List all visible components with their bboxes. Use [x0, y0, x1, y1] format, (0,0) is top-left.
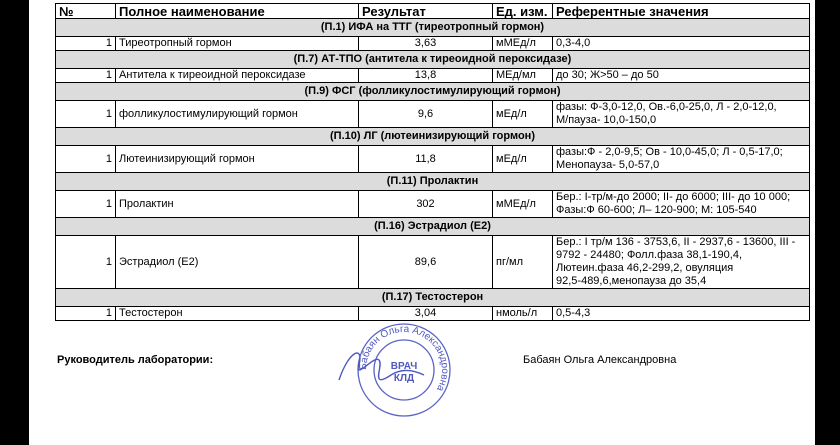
lab-head-label: Руководитель лаборатории:: [57, 354, 214, 366]
row-result: 3,63: [359, 37, 493, 51]
reference-line: Бер.: I-тр/м-до 2000; II- до 6000; III- до 10 000;: [556, 191, 791, 203]
row-number: 1: [56, 191, 116, 218]
row-unit: мЕд/л: [493, 146, 553, 173]
row-reference: [553, 37, 810, 51]
row-unit: МЕд/мл: [493, 69, 553, 83]
table-row: [56, 191, 810, 218]
section-row: [56, 19, 810, 37]
row-number: 1: [56, 236, 116, 289]
report-sheet: [29, 0, 815, 445]
row-reference: [553, 191, 810, 218]
row-number: 1: [56, 307, 116, 321]
reference-line: М/пауза- 10,0-150,0: [556, 114, 657, 126]
row-number: 1: [56, 101, 116, 128]
stamp-center-1: ВРАЧ: [390, 361, 418, 372]
table-row: [56, 69, 810, 83]
doctor-stamp: [329, 320, 479, 420]
header-unit: Ед. изм.: [493, 4, 553, 19]
section-title: (П.17) Тестостерон: [56, 289, 810, 307]
reference-line: Лютеин.фаза 46,2-299,2, овуляция: [556, 262, 734, 274]
row-result: 89,6: [359, 236, 493, 289]
reference-line: Бер.: I тр/м 136 - 3753,6, II - 2937,6 - 13600, III -: [556, 236, 796, 248]
table-row: [56, 307, 810, 321]
row-unit: мМЕд/л: [493, 37, 553, 51]
reference-line: фазы: Ф-3,0-12,0, Ов.-6,0-25,0, Л - 2,0-12,0,: [556, 101, 777, 113]
row-result: 3,04: [359, 307, 493, 321]
row-result: 9,6: [359, 101, 493, 128]
section-title: (П.16) Эстрадиол (Е2): [56, 218, 810, 236]
section-row: [56, 289, 810, 307]
section-row: [56, 218, 810, 236]
row-number: 1: [56, 37, 116, 51]
header-name: Полное наименование: [116, 4, 359, 19]
reference-line: 0,5-4,3: [556, 307, 591, 319]
table-row: [56, 101, 810, 128]
section-title: (П.1) ИФА на ТТГ (тиреотропный гормон): [56, 19, 810, 37]
row-reference: [553, 307, 810, 321]
section-row: [56, 173, 810, 191]
row-reference: [553, 146, 810, 173]
section-title: (П.11) Пролактин: [56, 173, 810, 191]
lab-results-table: [55, 3, 810, 321]
row-name: Антитела к тиреоидной пероксидазе: [116, 69, 359, 83]
lab-head-name: Бабаян Ольга Александровна: [523, 354, 677, 366]
section-title: (П.7) АТ-ТПО (антитела к тиреоидной пероксидазе): [56, 51, 810, 69]
row-unit: мМЕд/л: [493, 191, 553, 218]
row-name: Лютеинизирующий гормон: [116, 146, 359, 173]
reference-line: Фазы:Ф 60-600; Л– 120-900; М: 105-540: [556, 204, 757, 216]
header-ref: Референтные значения: [553, 4, 810, 19]
section-title: (П.10) ЛГ (лютеинизирующий гормон): [56, 128, 810, 146]
row-reference: [553, 69, 810, 83]
table-row: [56, 146, 810, 173]
row-result: 13,8: [359, 69, 493, 83]
row-reference: [553, 101, 810, 128]
row-result: 11,8: [359, 146, 493, 173]
row-number: 1: [56, 69, 116, 83]
header-num: №: [56, 4, 116, 19]
row-result: 302: [359, 191, 493, 218]
reference-line: Менопауза- 5,0-57,0: [556, 159, 660, 171]
row-reference: [553, 236, 810, 289]
row-unit: мЕд/л: [493, 101, 553, 128]
table-row: [56, 37, 810, 51]
reference-line: 9792 - 24480; Фолл.фаза 38,1-190,4,: [556, 249, 742, 261]
table-row: [56, 236, 810, 289]
reference-line: 0,3-4,0: [556, 37, 591, 49]
section-title: (П.9) ФСГ (фолликулостимулирующий гормон): [56, 83, 810, 101]
stamp-ring-text: Бабаян Ольга Александровна: [357, 323, 451, 393]
stamp-center-2: КЛД: [393, 373, 415, 384]
row-name: Пролактин: [116, 191, 359, 218]
table-header-row: [56, 4, 810, 19]
row-name: Тиреотропный гормон: [116, 37, 359, 51]
section-row: [56, 51, 810, 69]
row-name: Тестостерон: [116, 307, 359, 321]
section-row: [56, 128, 810, 146]
row-unit: пг/мл: [493, 236, 553, 289]
header-result: Результат: [359, 4, 493, 19]
section-row: [56, 83, 810, 101]
row-unit: нмоль/л: [493, 307, 553, 321]
row-name: Эстрадиол (Е2): [116, 236, 359, 289]
reference-line: до 30; Ж>50 – до 50: [556, 69, 659, 81]
reference-line: фазы:Ф - 2,0-9,5; Ов - 10,0-45,0; Л - 0,5-17,0;: [556, 146, 783, 158]
reference-line: 92,5-489,6,менопауза до 35,4: [556, 275, 707, 287]
row-name: фолликулостимулирующий гормон: [116, 101, 359, 128]
row-number: 1: [56, 146, 116, 173]
